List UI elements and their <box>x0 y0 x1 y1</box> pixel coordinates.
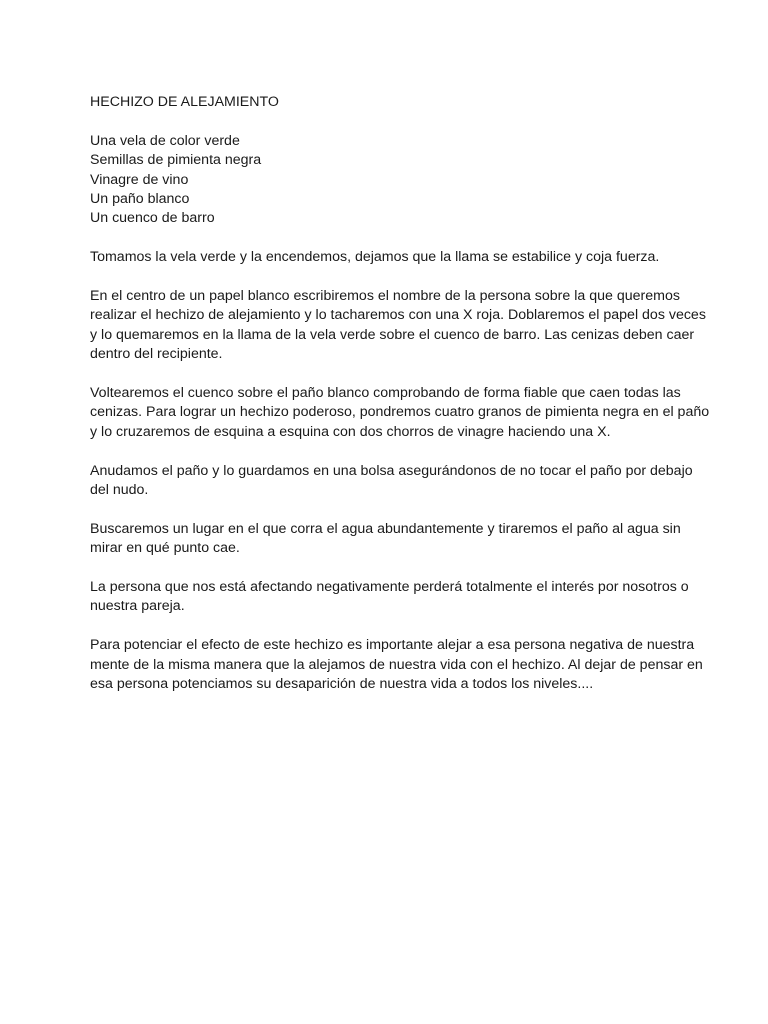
ingredient-item: Vinagre de vino <box>90 171 189 188</box>
ingredient-item: Semillas de pimienta negra <box>90 152 262 169</box>
ingredient-item: Un cuenco de barro <box>90 210 215 227</box>
paragraph-throw-water: Buscaremos un lugar en el que corra el agua abundantemente y tiraremos el paño al agua sin mirar en qué punto cae. <box>90 520 681 557</box>
paragraph-write-name: En el centro de un papel blanco escribiremos el nombre de la persona sobre la que queremos realizar el hechizo de alejamiento y lo tacharemos con una X roja. Doblaremos el papel dos veces y lo quemaremos en la llama de la vela verde sobre el cuenco de barro. Las cenizas deben caer dentro del recipiente. <box>90 288 706 363</box>
paragraph-turn-bowl: Voltearemos el cuenco sobre el paño blanco comprobando de forma fiable que caen todas las cenizas. Para lograr un hechizo poderoso, pondremos cuatro granos de pimienta negra en el paño y lo cruzaremos de esquina a esquina con dos chorros de vinagre haciendo una X. <box>90 385 710 440</box>
ingredient-item: Una vela de color verde <box>90 132 240 149</box>
document-title: HECHIZO DE ALEJAMIENTO <box>90 94 279 110</box>
paragraph-enhance: Para potenciar el efecto de este hechizo es importante alejar a esa persona negativa de nuestra mente de la misma manera que la alejamos de nuestra vida con el hechizo. Al dejar de pensar en esa persona potenciamos su desaparición de nuestra vida a todos los niveles.... <box>90 637 703 693</box>
paragraph-tie-cloth: Anudamos el paño y lo guardamos en una bolsa asegurándonos de no tocar el paño por debajo del nudo. <box>90 462 693 499</box>
paragraph-effect: La persona que nos está afectando negativamente perderá totalmente el interés por nosotros o nuestra pareja. <box>90 579 689 615</box>
paragraph-light-candle: Tomamos la vela verde y la encendemos, dejamos que la llama se estabilice y coja fuerza. <box>90 249 660 266</box>
ingredient-item: Un paño blanco <box>90 191 190 208</box>
document-body <box>90 93 710 714</box>
ingredients-list <box>90 132 710 229</box>
